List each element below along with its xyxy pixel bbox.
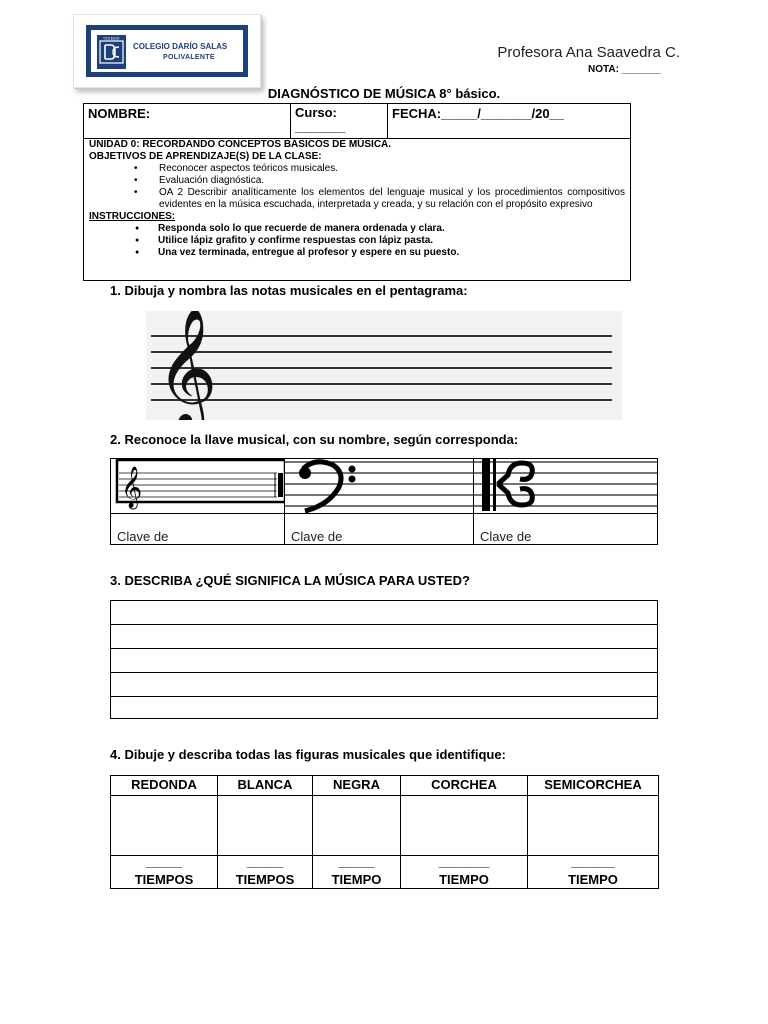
instruction-item: ● Utilice lápiz grafito y confirme respuestas con lápiz pasta. — [89, 235, 627, 247]
school-logo — [73, 14, 261, 88]
answer-lines-box[interactable] — [110, 600, 658, 719]
course-blank: _______ — [295, 119, 346, 134]
seal-lettering: COLEGIO — [103, 36, 120, 41]
answer-line[interactable] — [111, 624, 657, 625]
figure-unit: TIEMPO — [331, 872, 382, 887]
svg-text:𝄞: 𝄞 — [121, 467, 143, 508]
figure-header: REDONDA — [111, 776, 217, 796]
course-field[interactable] — [291, 104, 388, 138]
figure-column — [528, 776, 658, 888]
instruction-item: ● Responda solo lo que recuerde de manera ordenada y clara. — [89, 223, 627, 235]
logo-school-type: POLIVALENTE — [163, 54, 215, 61]
figure-beats-blank[interactable]: _____ — [145, 854, 183, 869]
answer-line[interactable] — [111, 648, 657, 649]
header-table — [83, 103, 631, 281]
figure-beats-blank[interactable]: ______ — [571, 854, 615, 869]
name-field[interactable] — [84, 104, 291, 138]
instructions-title: INSTRUCCIONES: — [89, 211, 176, 222]
figure-unit: TIEMPOS — [134, 872, 194, 887]
objectives-title: OBJETIVOS DE APRENDIZAJE(S) DE LA CLASE: — [89, 151, 322, 162]
clefs-table — [110, 458, 658, 545]
name-label: NOMBRE: — [88, 106, 151, 121]
figure-unit: TIEMPO — [439, 872, 489, 887]
figure-column — [111, 776, 218, 888]
figure-column — [401, 776, 528, 888]
teacher-name: Profesora Ana Saavedra C. — [497, 44, 680, 61]
unit-title: UNIDAD 0: RECORDANDO CONCEPTOS BÁSICOS DE MÚSICA. — [89, 139, 392, 150]
date-label: FECHA:_____/_______/20__ — [392, 106, 565, 121]
clef-answer-label[interactable]: Clave de — [480, 529, 532, 544]
svg-text:𝄞: 𝄞 — [156, 311, 218, 420]
bass-clef-icon — [299, 462, 356, 511]
figure-unit: TIEMPO — [568, 872, 618, 887]
clef-answer-label[interactable]: Clave de — [291, 529, 343, 544]
figure-beats-blank[interactable]: _____ — [246, 854, 284, 869]
figure-header: NEGRA — [313, 776, 400, 796]
alto-clef-icon — [482, 459, 532, 511]
figure-unit: TIEMPOS — [235, 872, 295, 887]
clef-answer-label[interactable]: Clave de — [117, 529, 169, 544]
figure-header: CORCHEA — [401, 776, 527, 796]
grade-field[interactable]: NOTA: _______ — [588, 64, 661, 75]
objective-item: • OA 2 Describir analíticamente los elementos del lenguaje musical y los procedimientos compositivos evidentes en la música escuchada, interpretada y creada, y su relación con el propósito expresivo — [89, 187, 627, 211]
logo-school-name: COLEGIO DARÍO SALAS — [133, 42, 228, 51]
clef-cell — [474, 459, 657, 544]
school-seal-icon — [97, 35, 126, 69]
figures-table — [110, 775, 659, 889]
question-4: 4. Dibuje y describa todas las figuras musicales que identifique: — [110, 747, 506, 762]
question-3: 3. DESCRIBA ¿QUÉ SIGNIFICA LA MÚSICA PARA USTED? — [110, 573, 470, 588]
figure-column — [218, 776, 313, 888]
figure-beats-blank[interactable]: _______ — [438, 854, 490, 869]
answer-line[interactable] — [111, 696, 657, 697]
course-label: Curso: — [295, 105, 337, 120]
date-field[interactable] — [388, 104, 632, 138]
question-2: 2. Reconoce la llave musical, con su nombre, según corresponda: — [110, 432, 519, 447]
question-1: 1. Dibuja y nombra las notas musicales en el pentagrama: — [110, 283, 468, 298]
figure-header: BLANCA — [218, 776, 312, 796]
treble-clef-icon — [121, 466, 142, 509]
header-body — [89, 139, 627, 259]
answer-line[interactable] — [111, 672, 657, 673]
instruction-item: ● Una vez terminada, entregue al profesor y espere en su puesto. — [89, 247, 627, 259]
treble-clef-icon — [156, 311, 217, 420]
figure-beats-blank[interactable]: _____ — [338, 854, 375, 869]
figure-header: SEMICORCHEA — [528, 776, 658, 796]
figure-column — [313, 776, 401, 888]
objective-item: • Evaluación diagnóstica. — [89, 175, 627, 187]
clef-cell — [111, 459, 285, 544]
page-title: DIAGNÓSTICO DE MÚSICA 8° básico. — [267, 86, 501, 101]
clef-cell — [285, 459, 474, 544]
treble-staff-image[interactable] — [146, 311, 622, 420]
objective-item: • Reconocer aspectos teóricos musicales. — [89, 163, 627, 175]
